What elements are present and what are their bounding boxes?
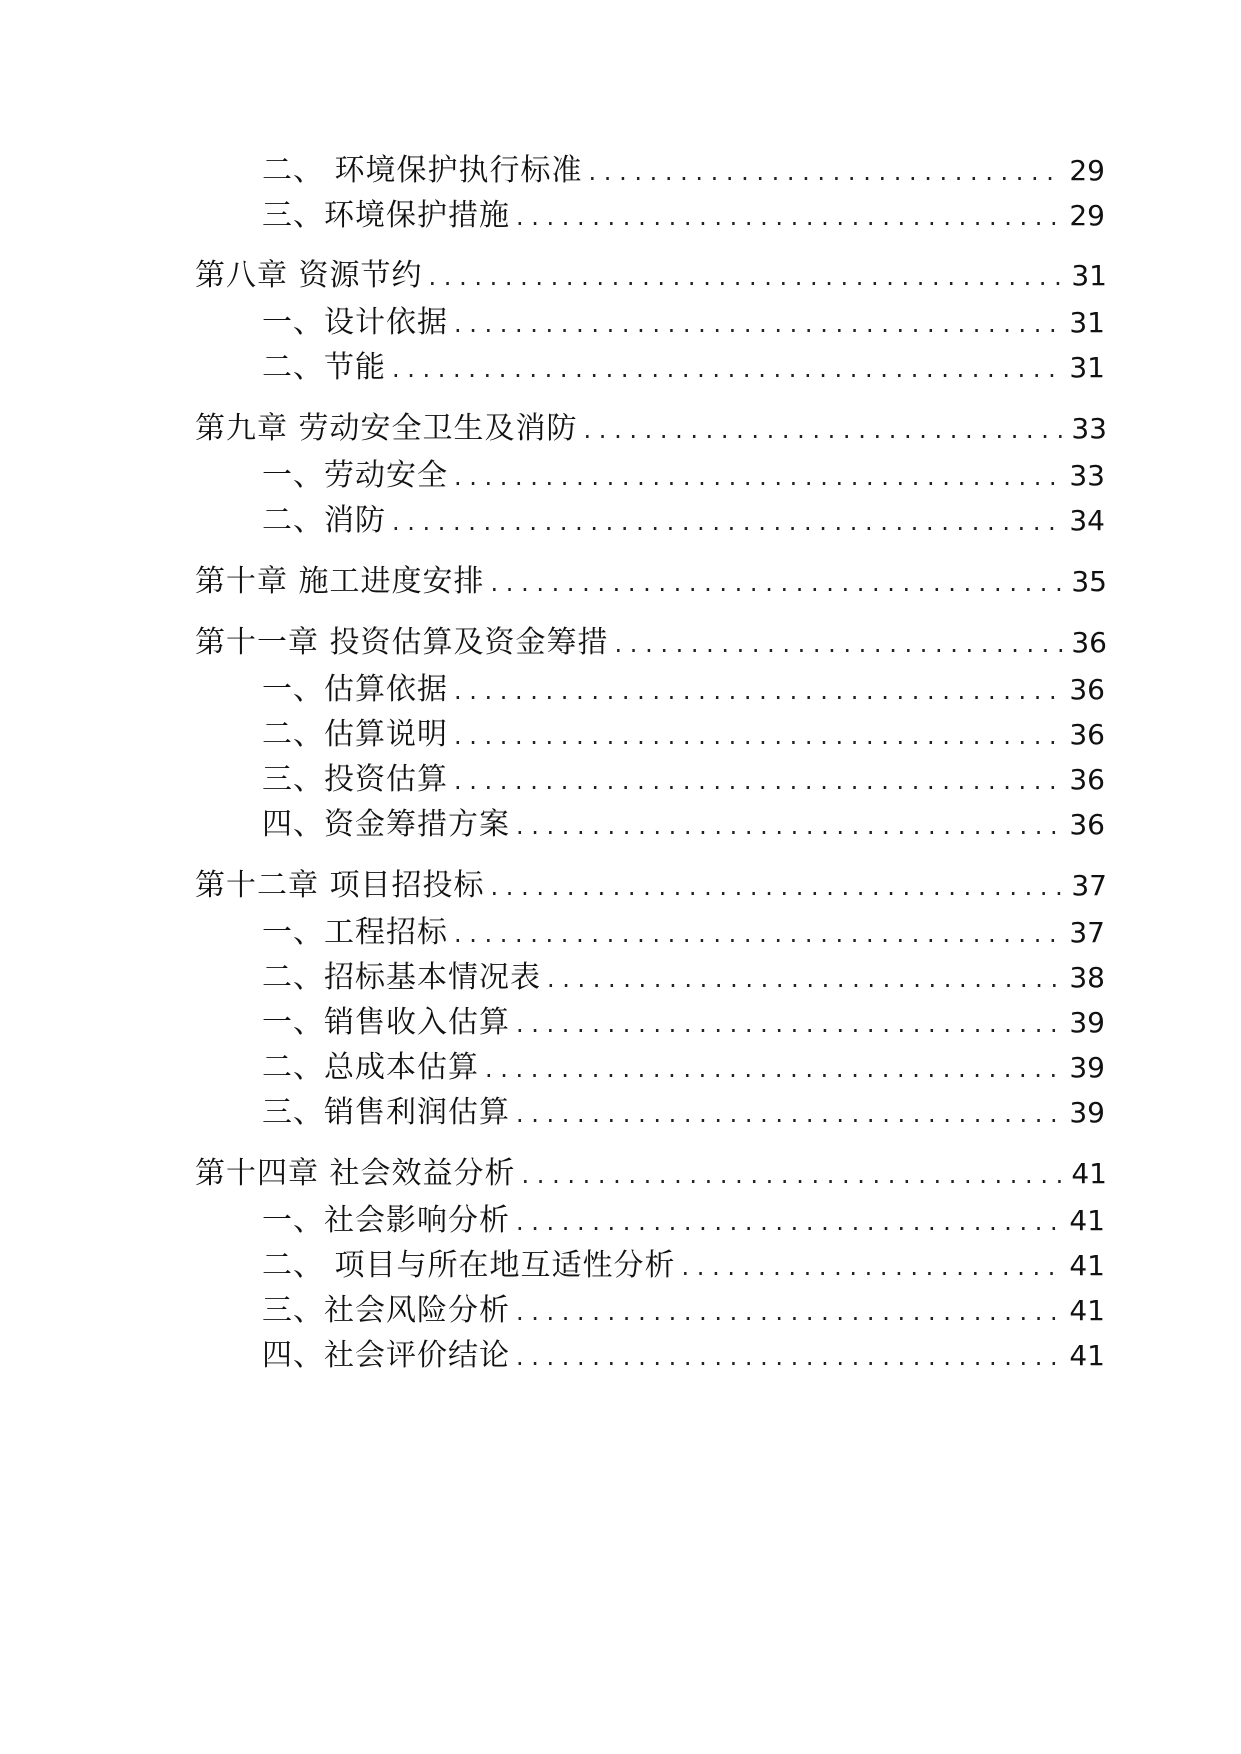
toc-entry[interactable]	[262, 1201, 1105, 1241]
dot-leader	[485, 1049, 1063, 1089]
toc-entry[interactable]	[262, 151, 1105, 191]
toc-entry[interactable]	[262, 1048, 1105, 1088]
dot-leader	[516, 1094, 1063, 1134]
toc-page-number: 33	[1071, 412, 1107, 445]
dot-leader	[392, 349, 1063, 389]
toc-entry-title: 二、 环境保护执行标准	[262, 153, 583, 188]
toc-page-number: 34	[1069, 504, 1105, 537]
toc-entry[interactable]	[262, 348, 1105, 388]
dot-leader	[454, 716, 1063, 756]
toc-chapter-title: 第九章 劳动安全卫生及消防	[195, 411, 578, 446]
toc-entry-title: 二、节能	[262, 350, 386, 385]
dot-leader	[392, 502, 1063, 542]
toc-entry-title: 一、销售收入估算	[262, 1005, 510, 1040]
dot-leader	[516, 1337, 1063, 1377]
toc-entry[interactable]	[262, 913, 1105, 953]
dot-leader	[454, 671, 1063, 711]
dot-leader	[454, 761, 1063, 801]
toc-entry-title: 三、投资估算	[262, 762, 448, 797]
toc-entry[interactable]	[262, 1336, 1105, 1376]
dot-leader	[516, 197, 1063, 237]
toc-chapter-entry[interactable]	[195, 1154, 1107, 1194]
toc-page-number: 36	[1069, 808, 1105, 841]
toc-entry-title: 一、估算依据	[262, 672, 448, 707]
toc-entry-title: 一、社会影响分析	[262, 1203, 510, 1238]
toc-entry-title: 二、消防	[262, 503, 386, 538]
toc-entry[interactable]	[262, 196, 1105, 236]
dot-leader	[491, 867, 1066, 907]
dot-leader	[547, 959, 1063, 999]
toc-page-number: 36	[1069, 673, 1105, 706]
toc-entry[interactable]	[262, 1291, 1105, 1331]
toc-chapter-entry[interactable]	[195, 623, 1107, 663]
toc-chapter-entry[interactable]	[195, 866, 1107, 906]
toc-page-number: 39	[1069, 1096, 1105, 1129]
toc-page-number: 36	[1069, 718, 1105, 751]
toc-page-number: 38	[1069, 961, 1105, 994]
toc-entry-title: 一、劳动安全	[262, 458, 448, 493]
dot-leader	[454, 457, 1063, 497]
toc-entry-title: 三、环境保护措施	[262, 198, 510, 233]
toc-chapter-title: 第十一章 投资估算及资金筹措	[195, 625, 609, 660]
toc-page-number: 31	[1071, 259, 1107, 292]
toc-entry-title: 一、设计依据	[262, 305, 448, 340]
toc-entry[interactable]	[262, 1003, 1105, 1043]
toc-page-number: 37	[1069, 916, 1105, 949]
toc-page-number: 35	[1071, 565, 1107, 598]
toc-page-number: 37	[1071, 869, 1107, 902]
toc-chapter-title: 第十二章 项目招投标	[195, 868, 485, 903]
dot-leader	[454, 914, 1063, 954]
toc-chapter-entry[interactable]	[195, 256, 1107, 296]
dot-leader	[522, 1155, 1066, 1195]
toc-page-number: 36	[1069, 763, 1105, 796]
dot-leader	[429, 257, 1066, 297]
toc-page-number: 41	[1069, 1249, 1105, 1282]
toc-entry-title: 二、估算说明	[262, 717, 448, 752]
toc-entry-title: 二、总成本估算	[262, 1050, 479, 1085]
toc-page-number: 29	[1069, 154, 1105, 187]
toc-chapter-title: 第十章 施工进度安排	[195, 564, 485, 599]
toc-entry[interactable]	[262, 501, 1105, 541]
dot-leader	[454, 304, 1063, 344]
toc-entry[interactable]	[262, 1093, 1105, 1133]
dot-leader	[516, 1004, 1063, 1044]
toc-entry[interactable]	[262, 456, 1105, 496]
toc-entry[interactable]	[262, 760, 1105, 800]
toc-chapter-entry[interactable]	[195, 562, 1107, 602]
toc-entry-title: 四、社会评价结论	[262, 1338, 510, 1373]
toc-entry[interactable]	[262, 715, 1105, 755]
toc-entry-title: 二、 项目与所在地互适性分析	[262, 1248, 676, 1283]
dot-leader	[589, 152, 1064, 192]
toc-entry-title: 三、销售利润估算	[262, 1095, 510, 1130]
toc-page-number: 41	[1069, 1204, 1105, 1237]
toc-page-number: 41	[1069, 1294, 1105, 1327]
toc-entry-title: 四、资金筹措方案	[262, 807, 510, 842]
toc-page-number: 29	[1069, 199, 1105, 232]
dot-leader	[682, 1247, 1064, 1287]
toc-page-number: 39	[1069, 1051, 1105, 1084]
dot-leader	[584, 410, 1066, 450]
toc-page-number: 39	[1069, 1006, 1105, 1039]
toc-entry[interactable]	[262, 303, 1105, 343]
toc-entry[interactable]	[262, 958, 1105, 998]
toc-entry-title: 三、社会风险分析	[262, 1293, 510, 1328]
toc-entry[interactable]	[262, 805, 1105, 845]
toc-page-number: 41	[1069, 1339, 1105, 1372]
toc-entry[interactable]	[262, 1246, 1105, 1286]
toc-chapter-title: 第八章 资源节约	[195, 258, 423, 293]
toc-chapter-entry[interactable]	[195, 409, 1107, 449]
toc-entry-title: 一、工程招标	[262, 915, 448, 950]
toc-page-number: 41	[1071, 1157, 1107, 1190]
toc-page-number: 36	[1071, 626, 1107, 659]
toc-page-number: 33	[1069, 459, 1105, 492]
dot-leader	[516, 1292, 1063, 1332]
dot-leader	[491, 563, 1066, 603]
toc-page-number: 31	[1069, 351, 1105, 384]
toc-entry[interactable]	[262, 670, 1105, 710]
dot-leader	[516, 1202, 1063, 1242]
toc-entry-title: 二、招标基本情况表	[262, 960, 541, 995]
toc-chapter-title: 第十四章 社会效益分析	[195, 1156, 516, 1191]
dot-leader	[615, 624, 1066, 664]
dot-leader	[516, 806, 1063, 846]
toc-page-number: 31	[1069, 306, 1105, 339]
